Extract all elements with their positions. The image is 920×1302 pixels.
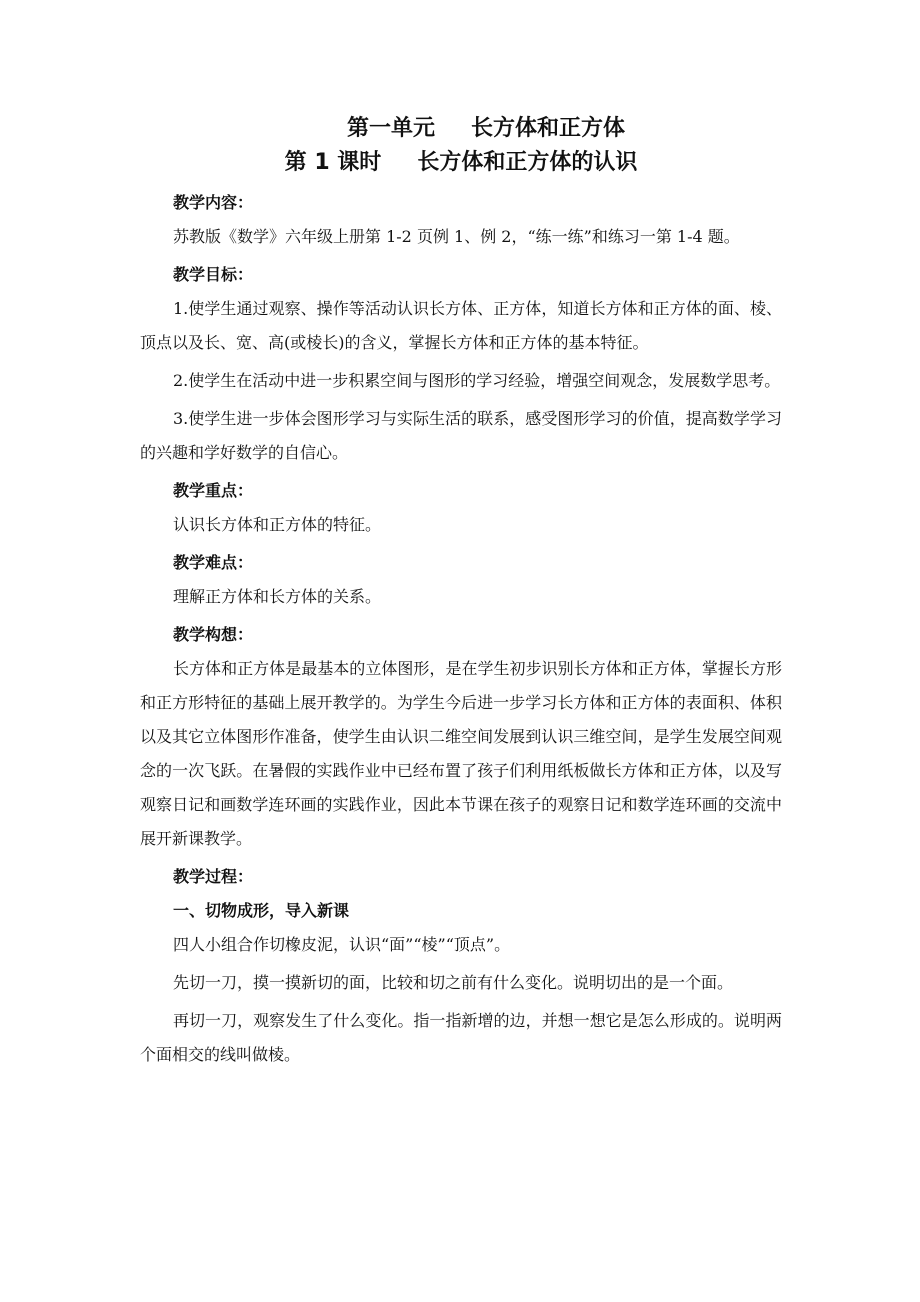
lesson-label: 第 1 课时 (284, 150, 382, 175)
step1-paragraph: 先切一刀，摸一摸新切的面，比较和切之前有什么变化。说明切出的是一个面。 (173, 973, 734, 992)
step1-paragraph: 四人小组合作切橡皮泥，认识“面”“棱”“顶点”。 (173, 935, 511, 954)
goal-item: 1.使学生通过观察、操作等活动认识长方体、正方体，知道长方体和正方体的面、棱、顶点以及长、宽、高(或棱长)的含义，掌握长方体和正方体的基本特征。 (140, 299, 782, 352)
goal-item: 2.使学生在活动中进一步积累空间与图形的学习经验，增强空间观念，发展数学思考。 (173, 371, 781, 390)
lesson-topic: 长方体和正方体的认识 (417, 150, 638, 175)
process-heading: 教学过程： (173, 867, 254, 886)
unit-title (140, 112, 782, 146)
title-block (140, 112, 782, 180)
document-body (140, 112, 782, 1072)
unit-topic: 长方体和正方体 (471, 116, 626, 141)
key-text: 认识长方体和正方体的特征。 (173, 515, 382, 534)
unit-label: 第一单元 (346, 116, 435, 141)
difficulty-heading: 教学难点： (173, 553, 254, 572)
key-heading: 教学重点： (173, 481, 254, 500)
concept-heading: 教学构想： (173, 625, 254, 644)
content-text: 苏教版《数学》六年级上册第 1-2 页例 1、例 2，“练一练”和练习一第 1-4 题。 (173, 227, 740, 246)
step1-paragraph: 再切一刀，观察发生了什么变化。指一指新增的边，并想一想它是怎么形成的。说明两个面相交的线叫做棱。 (140, 1011, 782, 1064)
goals-heading: 教学目标： (173, 265, 254, 284)
concept-text: 长方体和正方体是最基本的立体图形，是在学生初步识别长方体和正方体，掌握长方形和正方形特征的基础上展开教学的。为学生今后进一步学习长方体和正方体的表面积、体积以及其它立体图形作准备，使学生由认识二维空间发展到认识三维空间，是学生发展空间观念的一次飞跃。在暑假的实践作业中已经布置了孩子们利用纸板做长方体和正方体，以及写观察日记和画数学连环画的实践作业，因此本节课在孩子的观察日记和数学连环画的交流中展开新课教学。 (140, 659, 782, 848)
goal-item: 3.使学生进一步体会图形学习与实际生活的联系，感受图形学习的价值，提高数学学习的兴趣和学好数学的自信心。 (140, 409, 782, 462)
difficulty-text: 理解正方体和长方体的关系。 (173, 587, 382, 606)
step1-heading: 一、切物成形，导入新课 (173, 901, 350, 920)
lesson-title (140, 146, 782, 180)
content-heading: 教学内容： (173, 193, 254, 212)
